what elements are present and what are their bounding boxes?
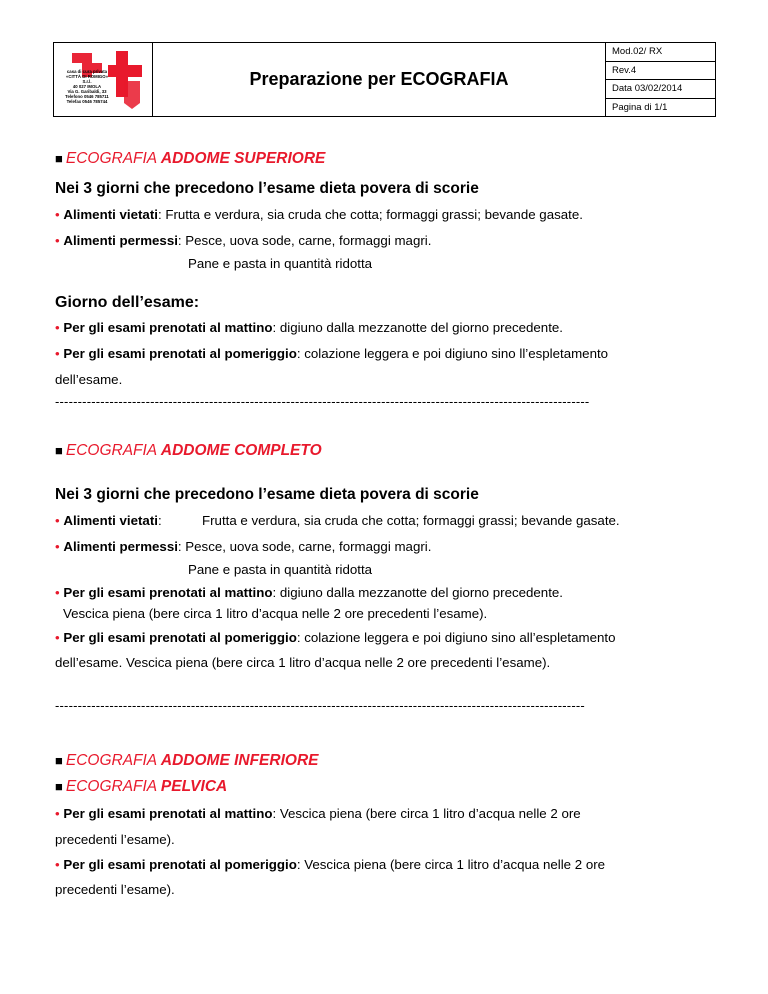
morning-label: Per gli esami prenotati al mattino bbox=[63, 320, 273, 335]
morning-instructions-continued: precedenti l’esame). bbox=[55, 832, 175, 847]
morning-instructions bbox=[55, 585, 717, 601]
section-prefix: ECOGRAFIA bbox=[65, 778, 161, 795]
section-title-addome-inferiore bbox=[55, 752, 717, 770]
logo-line: Via G. Garibaldi, 33 bbox=[67, 89, 107, 94]
date: Data 03/02/2014 bbox=[606, 80, 716, 99]
morning-instructions-continued: Vescica piena (bere circa 1 litro d’acqua nelle 2 ore precedenti l’esame). bbox=[63, 606, 488, 621]
afternoon-label: Per gli esami prenotati al pomeriggio bbox=[63, 346, 297, 361]
bullet-icon: • bbox=[55, 539, 60, 554]
afternoon-instructions-continued: precedenti l’esame). bbox=[55, 882, 175, 897]
mod-code: Mod.02/ RX bbox=[606, 43, 716, 62]
morning-text: : digiuno dalla mezzanotte del giorno precedente. bbox=[272, 320, 563, 335]
afternoon-instructions bbox=[55, 346, 717, 362]
logo-cell bbox=[54, 43, 153, 117]
morning-text: : Vescica piena (bere circa 1 litro d’acqua nelle 2 ore bbox=[272, 806, 581, 821]
afternoon-instructions bbox=[55, 630, 717, 646]
morning-instructions bbox=[55, 320, 717, 336]
bullet-icon: • bbox=[55, 513, 60, 528]
forbidden-text: Frutta e verdura, sia cruda che cotta; formaggi grassi; bevande gasate. bbox=[202, 513, 620, 528]
allowed-label: Alimenti permessi bbox=[63, 233, 178, 248]
morning-label: Per gli esami prenotati al mattino bbox=[63, 585, 273, 600]
clinic-logo bbox=[54, 43, 152, 116]
square-bullet-icon: ■ bbox=[55, 753, 63, 768]
forbidden-colon: : bbox=[157, 513, 162, 528]
logo-line: S.r.l. bbox=[82, 79, 92, 84]
afternoon-text: : Vescica piena (bere circa 1 litro d’acqua nelle 2 ore bbox=[296, 857, 606, 872]
afternoon-label: Per gli esami prenotati al pomeriggio bbox=[63, 857, 297, 872]
bullet-icon: • bbox=[55, 207, 60, 222]
separator-line: --------------------------------------------------------------------------------------------------------------------- bbox=[55, 698, 585, 713]
logo-line: 40 027 IMOLA bbox=[72, 84, 102, 89]
page-number: Pagina di 1/1 bbox=[606, 98, 716, 117]
allowed-foods-continued: Pane e pasta in quantità ridotta bbox=[188, 256, 373, 271]
afternoon-instructions-continued: dell’esame. Vescica piena (bere circa 1 litro d’acqua nelle 2 ore precedenti l’esame). bbox=[55, 655, 551, 670]
separator-line: ---------------------------------------------------------------------------------------------------------------------- bbox=[55, 394, 590, 409]
section-name: ADDOME COMPLETO bbox=[160, 442, 322, 459]
logo-line: casa di cura privata bbox=[66, 69, 108, 74]
logo-line: Telefono 0546 785711 bbox=[65, 94, 109, 99]
allowed-text: : Pesce, uova sode, carne, formaggi magri. bbox=[177, 539, 432, 554]
bullet-icon: • bbox=[55, 806, 60, 821]
bullet-icon: • bbox=[55, 585, 60, 600]
afternoon-instructions-continued: dell’esame. bbox=[55, 372, 123, 387]
bullet-icon: • bbox=[55, 630, 60, 645]
logo-line: Telefax 0546 785744 bbox=[66, 99, 108, 104]
section-name: ADDOME SUPERIORE bbox=[160, 150, 326, 167]
morning-label: Per gli esami prenotati al mattino bbox=[63, 806, 273, 821]
section-prefix: ECOGRAFIA bbox=[65, 150, 161, 167]
section-title-addome-completo bbox=[55, 442, 717, 460]
diet-heading: Nei 3 giorni che precedono l’esame dieta povera di scorie bbox=[55, 486, 479, 503]
diet-heading: Nei 3 giorni che precedono l’esame dieta povera di scorie bbox=[55, 180, 479, 197]
allowed-label: Alimenti permessi bbox=[63, 539, 178, 554]
bullet-icon: • bbox=[55, 320, 60, 335]
morning-text: : digiuno dalla mezzanotte del giorno precedente. bbox=[272, 585, 563, 600]
section-title-addome-superiore bbox=[55, 150, 717, 168]
allowed-text: : Pesce, uova sode, carne, formaggi magri. bbox=[177, 233, 432, 248]
bullet-icon: • bbox=[55, 346, 60, 361]
section-prefix: ECOGRAFIA bbox=[65, 442, 161, 459]
document-title: Preparazione per ECOGRAFIA bbox=[153, 43, 606, 117]
square-bullet-icon: ■ bbox=[55, 779, 63, 794]
exam-day-heading: Giorno dell’esame: bbox=[55, 294, 200, 311]
forbidden-text: : Frutta e verdura, sia cruda che cotta; formaggi grassi; bevande gasate. bbox=[157, 207, 583, 222]
section-title-pelvica bbox=[55, 778, 717, 796]
afternoon-text: : colazione leggera e poi digiuno sino ll’espletamento bbox=[296, 346, 609, 361]
section-name: PELVICA bbox=[160, 778, 228, 795]
afternoon-text: : colazione leggera e poi digiuno sino all’espletamento bbox=[296, 630, 616, 645]
bullet-icon: • bbox=[55, 233, 60, 248]
afternoon-label: Per gli esami prenotati al pomeriggio bbox=[63, 630, 297, 645]
allowed-foods bbox=[55, 539, 717, 555]
bullet-icon: • bbox=[55, 857, 60, 872]
forbidden-label: Alimenti vietati bbox=[63, 513, 158, 528]
section-prefix: ECOGRAFIA bbox=[65, 752, 161, 769]
section-name: ADDOME INFERIORE bbox=[160, 752, 319, 769]
square-bullet-icon: ■ bbox=[55, 443, 63, 458]
allowed-foods-continued: Pane e pasta in quantità ridotta bbox=[188, 562, 373, 577]
document-header bbox=[53, 42, 716, 117]
allowed-foods bbox=[55, 233, 717, 249]
forbidden-foods bbox=[55, 207, 717, 223]
square-bullet-icon: ■ bbox=[55, 151, 63, 166]
afternoon-instructions bbox=[55, 857, 717, 873]
revision: Rev.4 bbox=[606, 61, 716, 80]
logo-text bbox=[56, 69, 118, 104]
forbidden-label: Alimenti vietati bbox=[63, 207, 158, 222]
logo-line: «CITTÀ DI ROMIGO» bbox=[65, 74, 109, 79]
morning-instructions bbox=[55, 806, 717, 822]
